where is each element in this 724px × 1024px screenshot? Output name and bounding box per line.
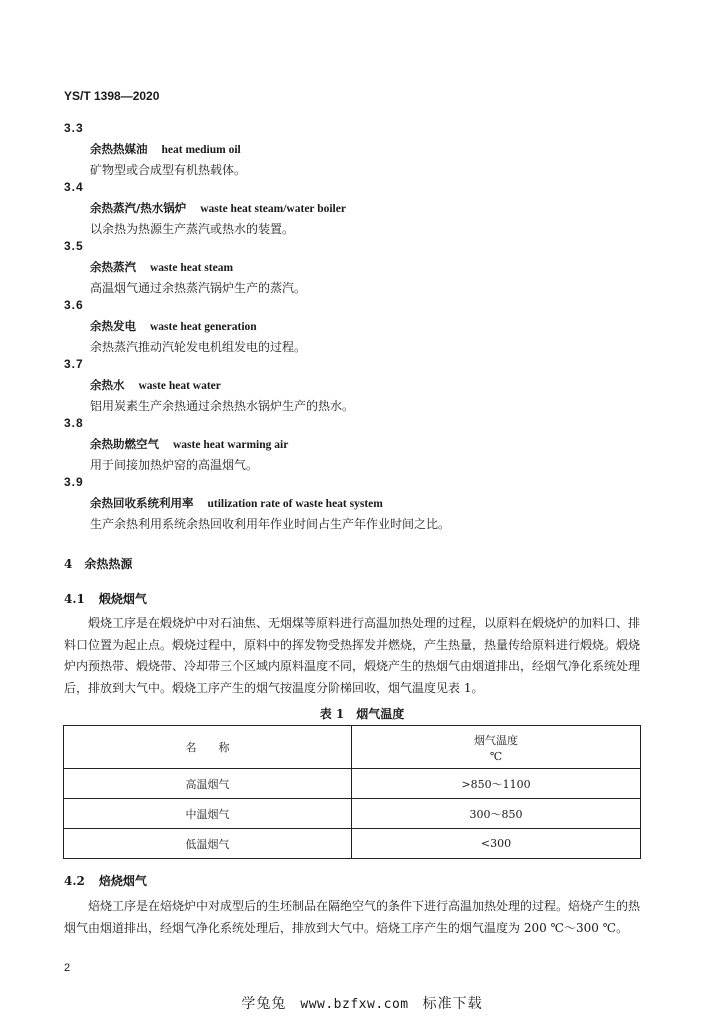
term-number: 3.9 [64, 475, 84, 489]
header-temp-label: 烟气温度 [474, 733, 518, 747]
table-row [64, 829, 641, 859]
term-en: waste heat generation [150, 321, 257, 333]
term-en: waste heat steam [150, 262, 234, 274]
term-title [90, 318, 257, 334]
term-definition: 矿物型或合成型有机热载体。 [90, 163, 247, 177]
term-en: heat medium oil [161, 144, 241, 156]
term-title [90, 377, 221, 393]
subsection-number: 4.2 [64, 874, 85, 888]
term-cn: 余热发电 [90, 319, 136, 333]
row-name: 高温烟气 [64, 769, 352, 799]
term-number: 3.6 [64, 298, 84, 312]
term-cn: 余热回收系统利用率 [90, 496, 194, 510]
row-name: 中温烟气 [64, 799, 352, 829]
header-unit: ℃ [489, 749, 503, 763]
row-temp: <300 [352, 829, 641, 859]
term-en: waste heat steam/water boiler [200, 203, 346, 215]
footer-right: 标准下载 [422, 996, 483, 1012]
term-number: 3.4 [64, 180, 84, 194]
term-definition: 铝用炭素生产余热通过余热热水锅炉生产的热水。 [90, 399, 355, 413]
table-caption [0, 705, 724, 722]
flue-gas-temperature-table [63, 725, 641, 859]
page-number: 2 [64, 962, 71, 974]
term-cn: 余热蒸汽/热水锅炉 [90, 201, 187, 215]
subsection-title: 煅烧烟气 [98, 592, 147, 606]
subsection-heading [64, 590, 147, 607]
term-title [90, 436, 288, 452]
term-title [90, 495, 383, 511]
term-definition: 生产余热利用系统余热回收利用年作业时间占生产年作业时间之比。 [90, 517, 451, 531]
term-title [90, 200, 346, 216]
header-name: 名 称 [64, 726, 352, 769]
row-name: 低温烟气 [64, 829, 352, 859]
term-definition: 余热蒸汽推动汽轮发电机组发电的过程。 [90, 340, 307, 354]
term-number: 3.7 [64, 357, 84, 371]
term-title [90, 259, 233, 275]
term-en: utilization rate of waste heat system [207, 498, 383, 510]
standard-code: YS/T 1398—2020 [64, 89, 160, 103]
table-row [64, 799, 641, 829]
header-temperature [352, 726, 641, 769]
footer-left: 学兔兔 [241, 996, 287, 1012]
table-header-row [64, 726, 641, 769]
paragraph: 焙烧工序是在焙烧炉中对成型后的生坯制品在隔绝空气的条件下进行高温加热处理的过程。焙烧产生的热烟气由烟道排出，经烟气净化系统处理后，排放到大气中。焙烧工序产生的烟气温度为 200 ℃～300 ℃。 [64, 899, 641, 935]
section-title: 余热热源 [84, 557, 133, 571]
row-temp: >850～1100 [352, 769, 641, 799]
term-cn: 余热蒸汽 [90, 260, 136, 274]
term-title [90, 141, 241, 157]
term-definition: 以余热为热源生产蒸汽或热水的装置。 [90, 222, 295, 236]
section-number: 4 [64, 557, 73, 571]
term-en: waste heat warming air [173, 439, 289, 451]
footer-site[interactable]: www.bzfxw.com [300, 997, 409, 1012]
footer-watermark [0, 993, 724, 1013]
table-title: 烟气温度 [356, 707, 405, 721]
term-number: 3.5 [64, 239, 84, 253]
term-cn: 余热热媒油 [90, 142, 148, 156]
table-label: 表 1 [319, 707, 345, 721]
table-row [64, 769, 641, 799]
term-number: 3.3 [64, 121, 84, 135]
term-definition: 高温烟气通过余热蒸汽锅炉生产的蒸汽。 [90, 281, 307, 295]
section-heading [64, 555, 132, 572]
term-en: waste heat water [138, 380, 221, 392]
subsection-number: 4.1 [64, 592, 85, 606]
subsection-heading [64, 872, 147, 889]
term-number: 3.8 [64, 416, 84, 430]
subsection-title: 焙烧烟气 [98, 874, 147, 888]
term-cn: 余热水 [90, 378, 125, 392]
term-cn: 余热助燃空气 [90, 437, 159, 451]
row-temp: 300～850 [352, 799, 641, 829]
paragraph: 煅烧工序是在煅烧炉中对石油焦、无烟煤等原料进行高温加热处理的过程，以原料在煅烧炉的加料口、排料口位置为起止点。煅烧过程中，原料中的挥发物受热挥发并燃烧，产生热量，热量传给原料进行煅烧。煅烧炉内预热带、煅烧带、冷却带三个区域内原料温度不同，煅烧产生的热烟气由烟道排出，经烟气净化系统处理后，排放到大气中。煅烧工序产生的烟气按温度分阶梯回收，烟气温度见表 1。 [64, 616, 641, 695]
term-definition: 用于间接加热炉窑的高温烟气。 [90, 458, 259, 472]
